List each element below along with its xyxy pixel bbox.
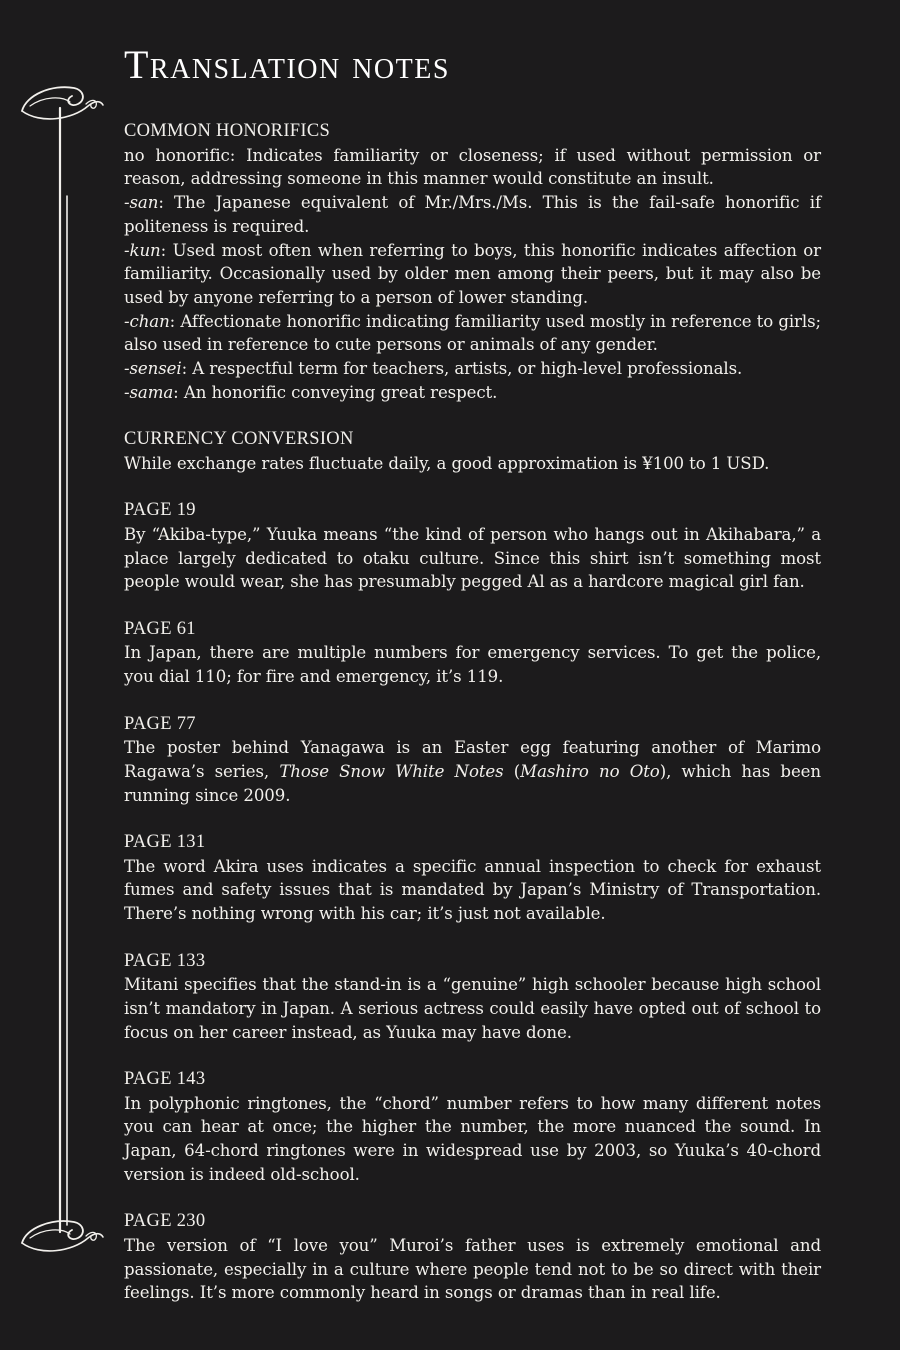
honorific-san (124, 191, 821, 238)
honorific-definition: : Used most often when referring to boys, this honorific indicates affection or familiarity. Occasionally used by older men among their peers, but it may also be used by anyone referring to a person of lower standing. (124, 240, 821, 307)
honorific-sama (124, 381, 821, 405)
page-61-section (124, 618, 821, 689)
page-131-heading: PAGE 131 (124, 832, 206, 853)
honorific-definition: : A respectful term for teachers, artists, or high-level professionals. (181, 359, 743, 379)
honorific-definition: : Affectionate honorific indicating familiarity used mostly in reference to girls; also used in reference to cute persons or animals of any gender. (124, 311, 821, 355)
honorific-term: -sensei (124, 359, 182, 379)
page-77-section (124, 713, 821, 808)
series-japanese-title: Mashiro no Oto (520, 761, 660, 781)
page-61-heading: PAGE 61 (124, 618, 196, 639)
translation-notes-page (124, 44, 821, 1305)
honorific-definition: : The Japanese equivalent of Mr./Mrs./Ms. This is the fail-safe honorific if politeness is required. (124, 193, 821, 236)
no-honorific-note: no honorific: Indicates familiarity or closeness; if used without permission or reason, addressing someone in this manner would constitute an insult. (124, 145, 821, 189)
honorific-kun (124, 239, 821, 310)
page-title: Translation notes (124, 42, 450, 87)
currency-section (124, 428, 821, 475)
honorifics-heading: COMMON HONORIFICS (124, 121, 331, 141)
page-143-heading: PAGE 143 (124, 1069, 206, 1090)
page-19-section (124, 499, 821, 594)
honorific-sensei (124, 357, 821, 381)
honorific-term: -kun (124, 240, 161, 260)
honorific-definition: : An honorific conveying great respect. (173, 382, 498, 402)
page-230-note: The version of “I love you” Muroi’s father uses is extremely emotional and passionate, especially in a culture where people tend not to be so direct with their feelings. It’s more commonly heard in songs or dramas than in real life. (124, 1235, 821, 1303)
honorific-term: -chan (124, 311, 170, 331)
page-230-section (124, 1210, 821, 1305)
page-61-note: In Japan, there are multiple numbers for emergency services. To get the police, you dial 110; for fire and emergency, it’s 119. (124, 643, 821, 687)
page-77-heading: PAGE 77 (124, 713, 196, 734)
honorifics-section (124, 120, 821, 404)
page-133-section (124, 950, 821, 1045)
page-77-note (124, 736, 821, 807)
page-77-text-b: ( (503, 761, 521, 781)
page-131-note: The word Akira uses indicates a specific annual inspection to check for exhaust fumes and safety issues that is mandated by Japan’s Ministry of Transportation. There’s nothing wrong with his car; it’s just not available. (124, 856, 821, 924)
page-230-heading: PAGE 230 (124, 1211, 206, 1232)
page-19-note: By “Akiba-type,” Yuuka means “the kind of person who hangs out in Akihabara,” a place largely dedicated to otaku culture. Since this shirt isn’t something most people would wear, she has presumably pegged Al as a hardcore magical girl fan. (124, 524, 821, 592)
page-131-section (124, 831, 821, 926)
series-title: Those Snow White Notes (279, 761, 504, 781)
currency-note: While exchange rates fluctuate daily, a good approximation is ¥100 to 1 USD. (124, 453, 770, 473)
honorific-chan (124, 310, 821, 357)
page-143-note: In polyphonic ringtones, the “chord” number refers to how many different notes you can hear at once; the higher the number, the more nuanced the sound. In Japan, 64-chord ringtones were in widespread use by 2003, so Yuuka’s 40-chord version is indeed old-school. (124, 1093, 821, 1184)
page-133-note: Mitani specifies that the stand-in is a “genuine” high schooler because high school isn’t mandatory in Japan. A serious actress could easily have opted out of school to focus on her career instead, as Yuuka may have done. (124, 975, 821, 1042)
page-77-text-a: The poster behind Yanagawa is an Easter egg featuring another of Marimo Ragawa’s series, (124, 738, 821, 781)
honorific-term: -sama (124, 382, 174, 402)
decorative-flourish-border (0, 0, 120, 1350)
currency-heading: CURRENCY CONVERSION (124, 429, 354, 450)
page-19-heading: PAGE 19 (124, 500, 196, 521)
page-133-heading: PAGE 133 (124, 950, 206, 971)
page-143-section (124, 1068, 821, 1187)
page-77-text-c: ), which has been running since 2009. (124, 761, 821, 805)
honorific-term: -san (124, 193, 159, 213)
